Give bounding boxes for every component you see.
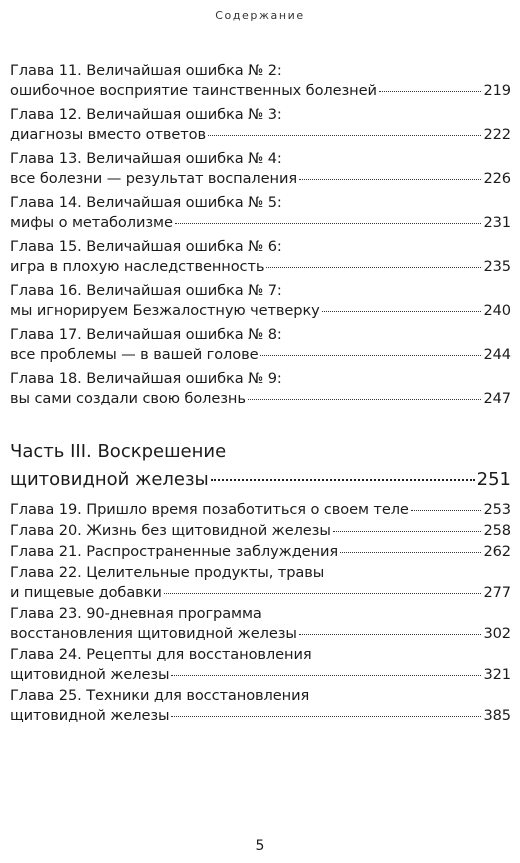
chapter-subtitle: щитовидной железы <box>10 666 170 683</box>
dot-leader <box>322 311 482 312</box>
toc-entry <box>10 500 511 520</box>
dot-leader <box>175 223 482 224</box>
chapter-title: Глава 11. Величайшая ошибка № 2: <box>10 62 282 79</box>
toc-group-part3 <box>10 500 511 726</box>
toc-entry <box>10 686 511 726</box>
chapter-subtitle: мифы о метаболизме <box>10 214 173 231</box>
chapter-page-number: 253 <box>483 501 511 518</box>
chapter-title: Глава 25. Техники для восстановления <box>10 687 310 704</box>
chapter-title: Глава 24. Рецепты для восстановления <box>10 646 312 663</box>
dot-leader <box>248 399 482 400</box>
chapter-page-number: 321 <box>483 666 511 683</box>
chapter-title: Глава 15. Величайшая ошибка № 6: <box>10 238 282 255</box>
chapter-subtitle: Глава 21. Распространенные заблуждения <box>10 543 339 560</box>
chapter-subtitle: все проблемы — в вашей голове <box>10 346 259 363</box>
table-of-contents <box>10 61 511 727</box>
chapter-page-number: 247 <box>483 390 511 407</box>
chapter-page-number: 231 <box>483 214 511 231</box>
chapter-title: Глава 22. Целительные продукты, травы <box>10 564 325 581</box>
chapter-title-line <box>10 542 511 562</box>
toc-entry <box>10 325 511 365</box>
toc-entry <box>10 193 511 233</box>
part-title-line2 <box>10 466 511 494</box>
chapter-subtitle: все болезни — результат воспаления <box>10 170 298 187</box>
toc-entry <box>10 542 511 562</box>
dot-leader <box>266 267 481 268</box>
chapter-title-line <box>10 521 511 541</box>
chapter-title: Глава 17. Величайшая ошибка № 8: <box>10 326 282 343</box>
running-title: Содержание <box>215 9 305 22</box>
chapter-page-number: 385 <box>483 707 511 724</box>
chapter-title-line <box>10 389 511 409</box>
toc-entry <box>10 521 511 541</box>
toc-entry <box>10 61 511 101</box>
chapter-page-number: 258 <box>483 522 511 539</box>
chapter-title: Глава 16. Величайшая ошибка № 7: <box>10 282 282 299</box>
toc-group-part2 <box>10 61 511 409</box>
chapter-title-line <box>10 301 511 321</box>
dot-leader <box>340 552 481 553</box>
dot-leader <box>164 593 482 594</box>
chapter-subtitle: ошибочное восприятие таинственных болезней <box>10 82 377 99</box>
part-title-text: щитовидной железы <box>10 469 209 490</box>
dot-leader <box>211 479 475 481</box>
chapter-subtitle: игра в плохую наследственность <box>10 258 265 275</box>
part-title-line1: Часть III. Воскрешение <box>10 441 227 462</box>
chapter-page-number: 240 <box>483 302 511 319</box>
chapter-title-line <box>10 583 511 603</box>
dot-leader <box>171 675 481 676</box>
toc-entry <box>10 604 511 644</box>
toc-entry <box>10 563 511 603</box>
chapter-title-line <box>10 624 511 644</box>
chapter-page-number: 302 <box>483 625 511 642</box>
chapter-title: Глава 18. Величайшая ошибка № 9: <box>10 370 282 387</box>
chapter-title: Глава 12. Величайшая ошибка № 3: <box>10 106 282 123</box>
chapter-subtitle: вы сами создали свою болезнь <box>10 390 246 407</box>
chapter-title-line <box>10 125 511 145</box>
page-number: 5 <box>255 838 265 854</box>
chapter-title: Глава 23. 90-дневная программа <box>10 605 262 622</box>
toc-part-heading <box>10 438 511 494</box>
part-page-number: 251 <box>476 469 511 490</box>
chapter-subtitle: Глава 19. Пришло время позаботиться о своем теле <box>10 501 409 518</box>
chapter-title-line <box>10 500 511 520</box>
chapter-page-number: 222 <box>483 126 511 143</box>
chapter-subtitle: Глава 20. Жизнь без щитовидной железы <box>10 522 331 539</box>
chapter-title-line <box>10 169 511 189</box>
chapter-subtitle: диагнозы вместо ответов <box>10 126 206 143</box>
toc-entry <box>10 645 511 685</box>
toc-entry <box>10 149 511 189</box>
dot-leader <box>411 510 482 511</box>
dot-leader <box>171 716 481 717</box>
chapter-page-number: 262 <box>483 543 511 560</box>
chapter-title-line <box>10 345 511 365</box>
chapter-title-line <box>10 81 511 101</box>
chapter-page-number: 219 <box>483 82 511 99</box>
chapter-subtitle: мы игнорируем Безжалостную четверку <box>10 302 320 319</box>
dot-leader <box>208 135 481 136</box>
chapter-title-line <box>10 706 511 726</box>
chapter-subtitle: и пищевые добавки <box>10 584 162 601</box>
toc-entry <box>10 237 511 277</box>
chapter-page-number: 226 <box>483 170 511 187</box>
toc-entry <box>10 369 511 409</box>
chapter-subtitle: восстановления щитовидной железы <box>10 625 297 642</box>
chapter-title: Глава 14. Величайшая ошибка № 5: <box>10 194 282 211</box>
chapter-title-line <box>10 665 511 685</box>
toc-entry <box>10 281 511 321</box>
dot-leader <box>299 634 482 635</box>
toc-entry <box>10 105 511 145</box>
chapter-page-number: 277 <box>483 584 511 601</box>
dot-leader <box>299 179 481 180</box>
chapter-page-number: 244 <box>483 346 511 363</box>
chapter-title: Глава 13. Величайшая ошибка № 4: <box>10 150 282 167</box>
dot-leader <box>379 91 482 92</box>
chapter-page-number: 235 <box>483 258 511 275</box>
chapter-subtitle: щитовидной железы <box>10 707 170 724</box>
dot-leader <box>260 355 481 356</box>
chapter-title-line <box>10 257 511 277</box>
chapter-title-line <box>10 213 511 233</box>
dot-leader <box>333 531 482 532</box>
